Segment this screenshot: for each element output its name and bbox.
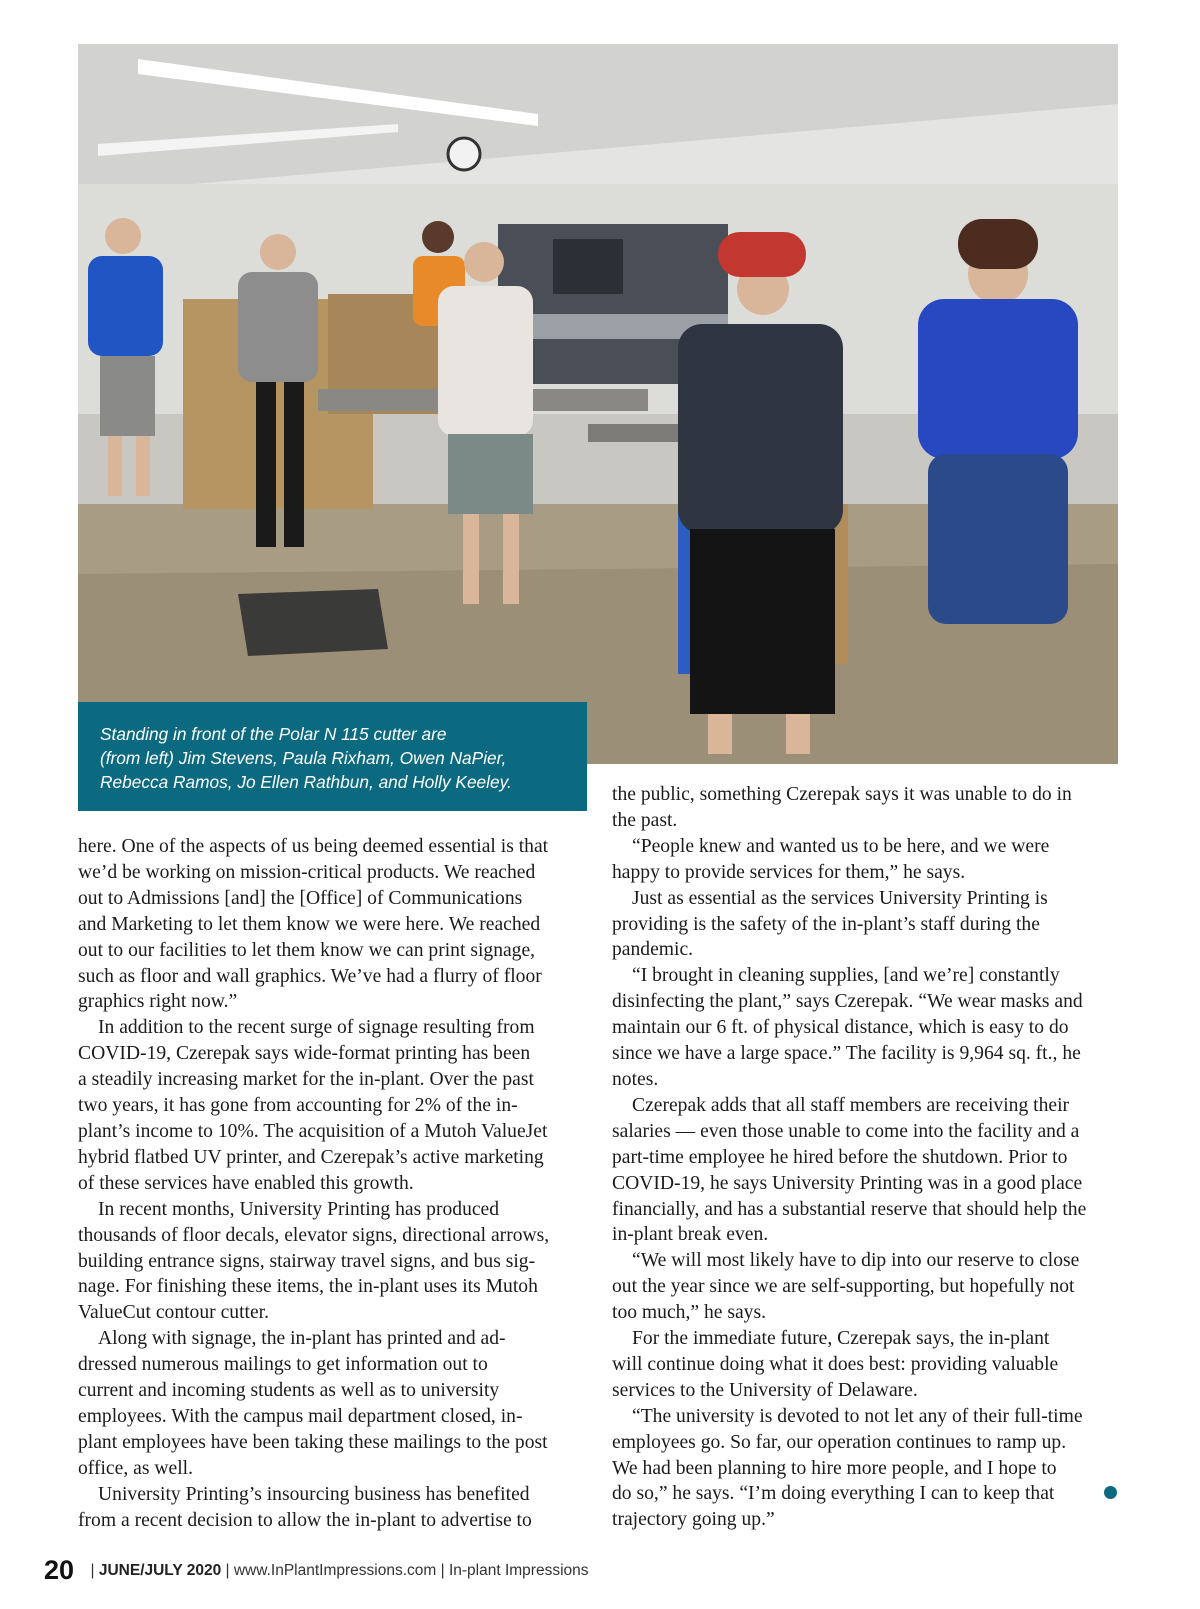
text-line: building entrance signs, stairway travel signs, and bus sig- [78, 1250, 536, 1272]
caption-line: Rebecca Ramos, Jo Ellen Rathbun, and Holly Keeley. [100, 772, 512, 792]
text-line: nage. For finishing these items, the in-plant uses its Mutoh [78, 1276, 538, 1298]
text-line: employees. With the campus mail department closed, in- [78, 1405, 523, 1427]
text-line: happy to provide services for them,” he says. [612, 861, 966, 883]
text-line: Along with signage, the in-plant has printed and ad- [98, 1328, 506, 1350]
text-line: hybrid flatbed UV printer, and Czerepak’s active marketing [78, 1146, 544, 1168]
text-line: out to our facilities to let them know we can print signage, [78, 939, 536, 961]
footer-separator: | [225, 1561, 230, 1579]
text-line: disinfecting the plant,” says Czerepak. “We wear masks and [612, 991, 1083, 1013]
text-line: such as floor and wall graphics. We’ve had a flurry of floor [78, 965, 542, 987]
text-line: of these services have enabled this growth. [78, 1172, 414, 1194]
text-line: We had been planning to hire more people, and I hope to [612, 1457, 1057, 1479]
text-line: University Printing’s insourcing business has benefited [98, 1483, 530, 1505]
text-line: In recent months, University Printing has produced [98, 1198, 500, 1220]
publication-name: In-plant Impressions [448, 1561, 589, 1579]
text-line: thousands of floor decals, elevator signs, directional arrows, [78, 1224, 550, 1246]
text-line: current and incoming students as well as to university [78, 1380, 500, 1402]
article-right-column [612, 782, 1122, 1533]
text-line: out the year since we are self-supporting, but hopefully not [612, 1276, 1075, 1298]
text-line: ValueCut contour cutter. [78, 1302, 269, 1324]
text-line: the public, something Czerepak says it was unable to do in [612, 784, 1072, 805]
text-line: notes. [612, 1068, 659, 1090]
text-line: providing is the safety of the in-plant’s staff during the [612, 913, 1040, 935]
text-line: will continue doing what it does best: providing valuable [612, 1353, 1059, 1375]
text-line: employees go. So far, our operation continues to ramp up. [612, 1431, 1067, 1453]
text-line: “We will most likely have to dip into our reserve to close [632, 1250, 1080, 1272]
caption-line: Standing in front of the Polar N 115 cutter are [100, 724, 447, 744]
text-line: we’d be working on mission-critical products. We reached [78, 861, 536, 883]
issue-date: JUNE/JULY 2020 [98, 1561, 222, 1579]
team-photo [78, 44, 1118, 764]
text-line: in-plant break even. [612, 1224, 769, 1246]
text-line: Just as essential as the services University Printing is [632, 887, 1048, 909]
photo-caption [78, 702, 587, 811]
text-line: salaries — even those unable to come into the facility and a [612, 1120, 1080, 1142]
text-line: plant employees have been taking these mailings to the post [78, 1431, 548, 1453]
text-line: “People knew and wanted us to be here, and we were [632, 835, 1050, 857]
text-line: financially, and has a substantial reserve that should help the [612, 1198, 1087, 1220]
text-line: Czerepak adds that all staff members are receiving their [632, 1094, 1070, 1116]
text-line: In addition to the recent surge of signage resulting from [98, 1017, 535, 1039]
text-line: “I brought in cleaning supplies, [and we’re] constantly [632, 965, 1060, 987]
page-number: 20 [44, 1555, 75, 1585]
team-photo-image [78, 44, 1118, 764]
end-of-article-dot-icon [1104, 1486, 1117, 1499]
footer-separator: | [90, 1561, 95, 1579]
text-line: For the immediate future, Czerepak says, the in-plant [632, 1328, 1050, 1350]
text-line: COVID-19, he says University Printing was in a good place [612, 1172, 1083, 1194]
text-line: services to the University of Delaware. [612, 1379, 918, 1401]
caption-line: (from left) Jim Stevens, Paula Rixham, Owen NaPier, [100, 748, 507, 768]
text-line: too much,” he says. [612, 1302, 766, 1324]
text-line: maintain our 6 ft. of physical distance, which is easy to do [612, 1017, 1069, 1039]
text-line: the past. [612, 809, 678, 831]
text-line: dressed numerous mailings to get information out to [78, 1354, 488, 1376]
text-line: out to Admissions [and] the [Office] of Communications [78, 887, 523, 909]
text-line: graphics right now.” [78, 991, 238, 1013]
text-line: plant’s income to 10%. The acquisition of a Mutoh ValueJet [78, 1120, 548, 1142]
text-line: COVID-19, Czerepak says wide-format printing has been [78, 1043, 531, 1065]
text-line: two years, it has gone from accounting for 2% of the in- [78, 1095, 518, 1117]
text-line: part-time employee he hired before the shutdown. Prior to [612, 1146, 1068, 1168]
text-line: “The university is devoted to not let any of their full-time [632, 1405, 1083, 1427]
footer-meta [91, 1562, 589, 1579]
text-line: trajectory going up.” [612, 1509, 775, 1531]
page-footer [44, 1555, 589, 1586]
text-line: from a recent decision to allow the in-plant to advertise to [78, 1509, 532, 1531]
text-line: here. One of the aspects of us being deemed essential is that [78, 836, 549, 857]
footer-separator: | [440, 1561, 445, 1579]
article-left-column [78, 834, 588, 1533]
text-line: since we have a large space.” The facility is 9,964 sq. ft., he [612, 1043, 1081, 1065]
text-line: office, as well. [78, 1457, 193, 1479]
text-line: and Marketing to let them know we were here. We reached [78, 913, 541, 935]
text-line: do so,” he says. “I’m doing everything I can to keep that [612, 1483, 1055, 1505]
website-link[interactable]: www.InPlantImpressions.com [233, 1561, 437, 1579]
text-line: a steadily increasing market for the in-plant. Over the past [78, 1069, 534, 1091]
text-line: pandemic. [612, 939, 694, 961]
